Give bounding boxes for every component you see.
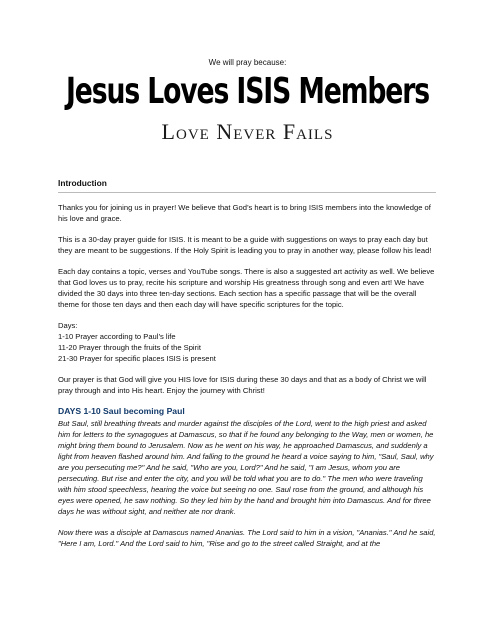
- page-title: Jesus Loves ISIS Members: [65, 71, 430, 112]
- intro-paragraph-3: Each day contains a topic, verses and YouTube songs. There is also a suggested art activity as well. We believe that God loves us to pray, recite his scripture and worship His greatness through song and even art! We have divided the 30 days into three ten-day sections. Each section has a specific passage that will be the overall theme for those ten days and then each day will have specific scriptures for the topic.: [58, 267, 435, 309]
- heading-divider: [58, 192, 436, 193]
- days-list: [58, 320, 436, 364]
- introduction-heading: Introduction: [58, 178, 107, 188]
- document-body: [58, 178, 436, 559]
- days-label: Days:: [58, 321, 78, 330]
- scripture-passage-2: Now there was a disciple at Damascus named Ananias. The Lord said to him in a vision, "Ananias." And he said, "Here I am, Lord." And the Lord said to him, "Rise and go to the street called Straight, and at the: [58, 528, 436, 548]
- section-title: DAYS 1-10 Saul becoming Paul: [58, 406, 185, 416]
- intro-closing: Our prayer is that God will give you HIS love for ISIS during these 30 days and that as a body of Christ we will pray through and into His heart. Enjoy the journey with Christ!: [58, 375, 427, 395]
- days-item-2: 11-20 Prayer through the fruits of the Spirit: [58, 343, 201, 352]
- prelude-text: We will pray because:: [208, 58, 287, 67]
- page-subtitle: Love Never Fails: [161, 119, 334, 144]
- days-item-3: 21-30 Prayer for specific places ISIS is present: [58, 354, 216, 363]
- days-item-1: 1-10 Prayer according to Paul’s life: [58, 332, 176, 341]
- scripture-passage-1: But Saul, still breathing threats and murder against the disciples of the Lord, went to the high priest and asked him for letters to the synagogues at Damascus, so that if he found any belonging to the Way, men or women, he might bring them bound to Jerusalem. Now as he went on his way, he approached Damascus, and suddenly a light from heaven flashed around him. And falling to the ground he heard a voice saying to him, "Saul, Saul, why are you persecuting me?" And he said, "Who are you, Lord?" And he said, "I am Jesus, whom you are persecuting. But rise and enter the city, and you will be told what you are to do." The men who were traveling with him stood speechless, hearing the voice but seeing no one. Saul rose from the ground, and although his eyes were opened, he saw nothing. So they led him by the hand and brought him into Damascus. And for three days he was without sight, and neither ate nor drank.: [58, 419, 434, 516]
- intro-paragraph-1: Thanks you for joining us in prayer! We believe that God’s heart is to bring ISIS members into the knowledge of his love and grace.: [58, 203, 431, 223]
- intro-paragraph-2: This is a 30-day prayer guide for ISIS. It is meant to be a guide with suggestions on ways to pray each day but they are meant to be suggestions. If the Holy Spirit is leading you to pray in another way, please follow his lead!: [58, 235, 432, 255]
